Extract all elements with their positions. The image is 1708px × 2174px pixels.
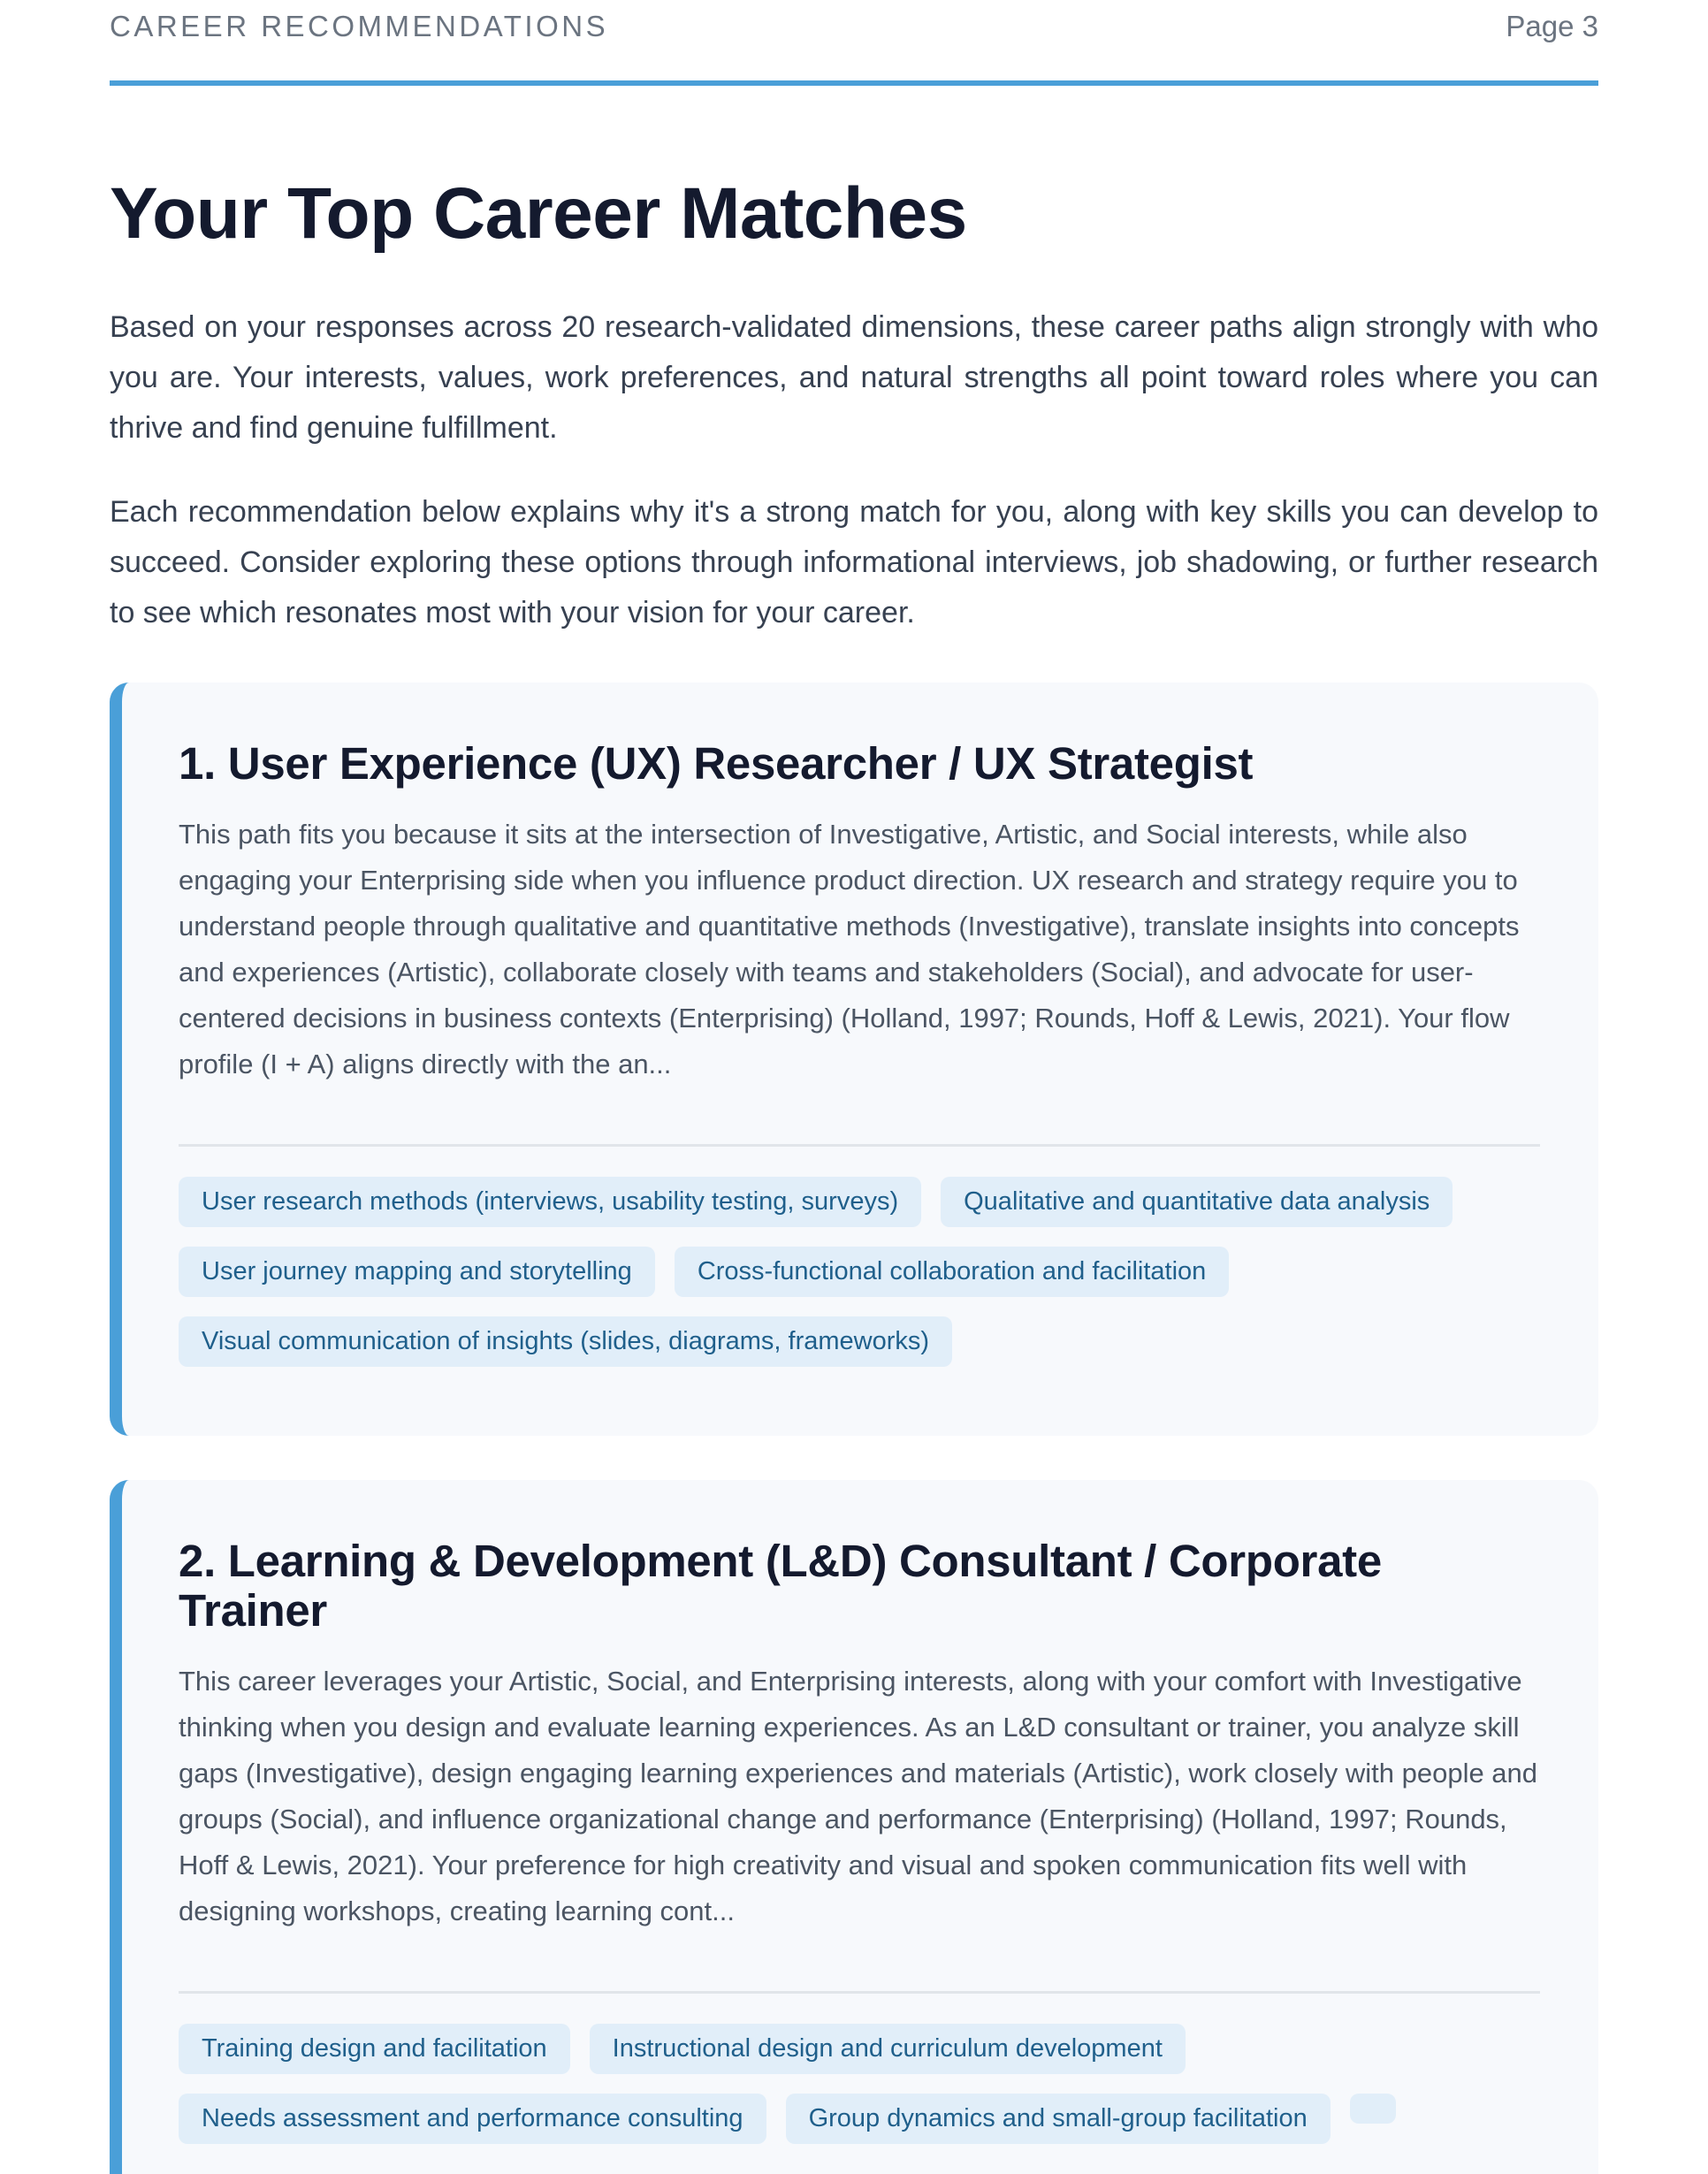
intro-paragraph: Each recommendation below explains why it's a strong match for you, along with key skills you can develop to succeed. Consider exploring these options through informational interviews, job shadowing, or further research to see which resonates most with your vision for your career. [110, 495, 1598, 629]
career-description: This path fits you because it sits at the intersection of Investigative, Artistic, and Social interests, while also engaging your Enterprising side when you influence product direction. UX research and strategy require you to understand people through qualitative and quantitative methods (Investigative), translate insights into concepts and experiences (Artistic), collaborate closely with teams and stakeholders (Social), and advocate for user-centered decisions in business contexts (Enterprising) (Holland, 1997; Rounds, Hoff & Lewis, 2021). Your flow profile (I + A) aligns directly with the an... [179, 819, 1520, 1079]
career-card [110, 1480, 1598, 2174]
skill-tag: Visual communication of insights (slides, diagrams, frameworks) [179, 1316, 952, 1367]
skill-tags [179, 1177, 1540, 1367]
intro-paragraph: Based on your responses across 20 research-validated dimensions, these career paths align strongly with who you are. Your interests, values, work preferences, and natural strengths all point toward roles where you can thrive and find genuine fulfillment. [110, 310, 1598, 445]
skill-tag-placeholder [1350, 2094, 1396, 2124]
page-number: Page 3 [1506, 10, 1598, 42]
skill-tag: Instructional design and curriculum development [590, 2024, 1186, 2074]
skill-tag: User journey mapping and storytelling [179, 1247, 655, 1297]
divider [179, 1144, 1540, 1147]
page-title: Your Top Career Matches [110, 173, 967, 254]
section-title: CAREER RECOMMENDATIONS [110, 10, 609, 42]
page-header [110, 0, 1598, 86]
intro-section [110, 302, 1598, 638]
skill-tag: User research methods (interviews, usability testing, surveys) [179, 1177, 921, 1227]
skill-tag: Cross-functional collaboration and facilitation [675, 1247, 1229, 1297]
career-title: 2. Learning & Development (L&D) Consultant / Corporate Trainer [179, 1536, 1382, 1636]
skill-tags [179, 2024, 1540, 2144]
skill-tag: Qualitative and quantitative data analysis [941, 1177, 1453, 1227]
skill-tag: Group dynamics and small-group facilitation [786, 2094, 1331, 2144]
career-card [110, 683, 1598, 1436]
career-title: 1. User Experience (UX) Researcher / UX Strategist [179, 738, 1254, 789]
skill-tag: Training design and facilitation [179, 2024, 570, 2074]
career-description: This career leverages your Artistic, Social, and Enterprising interests, along with your comfort with Investigative thinking when you design and evaluate learning experiences. As an L&D consultant or trainer, you analyze skill gaps (Investigative), design engaging learning experiences and materials (Artistic), work closely with people and groups (Social), and influence organizational change and performance (Enterprising) (Holland, 1997; Rounds, Hoff & Lewis, 2021). Your preference for high creativity and visual and spoken communication fits well with designing workshops, creating learning cont... [179, 1666, 1538, 1926]
skill-tag: Needs assessment and performance consulting [179, 2094, 766, 2144]
divider [179, 1991, 1540, 1994]
